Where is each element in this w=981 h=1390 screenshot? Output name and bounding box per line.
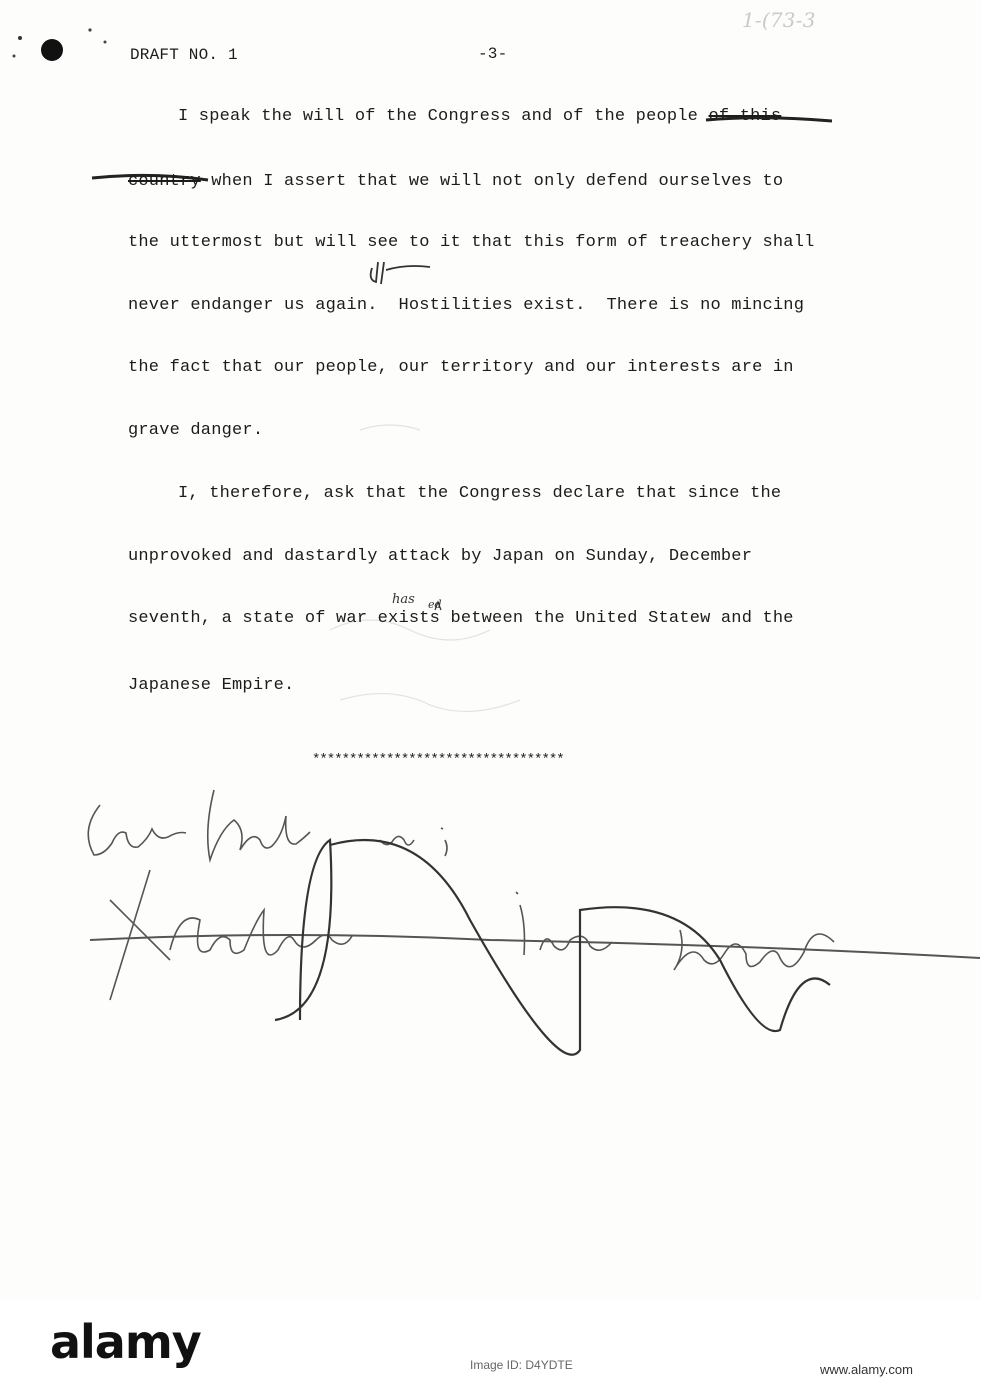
body-line: Japanese Empire. [128,676,295,695]
archive-number: 1-(73-3 [742,8,816,32]
ink-speck [104,41,107,44]
body-line: never endanger us again. Hostilities exist. There is no mincing [128,296,805,315]
show-through [330,425,520,711]
ink-blot [41,39,63,61]
body-line: the uttermost but will see to it that this form of treachery shall [128,233,815,252]
separator-line: ********************************** [312,752,564,768]
ink-speck [13,55,16,58]
body-line: unprovoked and dastardly attack by Japan on Sunday, December [128,547,753,566]
body-line [128,172,783,191]
ink-speck [88,28,91,31]
page-number: -3- [478,45,508,63]
alamy-logo [50,1310,310,1380]
body-line: the fact that our people, our territory and our interests are in [128,358,794,377]
draft-label: DRAFT NO. 1 [130,46,238,64]
pencil-handwriting [88,790,980,1000]
body-line: grave danger. [128,421,264,440]
ink-speck [18,36,22,40]
body-text: when I assert that we will not only defend ourselves to [200,172,784,191]
svg-text:alamy: alamy [50,1315,201,1369]
insert-has: has [392,592,415,607]
struck-text: country [128,172,201,191]
insert-ed: ed [428,598,442,611]
website: www.alamy.com [820,1362,913,1377]
paragraph-mark [371,262,430,284]
struck-text: of this [708,107,782,126]
body-line: seventh, a state of war exists between the United Statew and the [128,609,794,628]
image-id: Image ID: D4YDTE [470,1358,573,1372]
body-line: I, therefore, ask that the Congress declare that since the [178,484,782,503]
body-line [178,107,781,126]
body-text: I speak the will of the Congress and of the people [178,107,709,126]
